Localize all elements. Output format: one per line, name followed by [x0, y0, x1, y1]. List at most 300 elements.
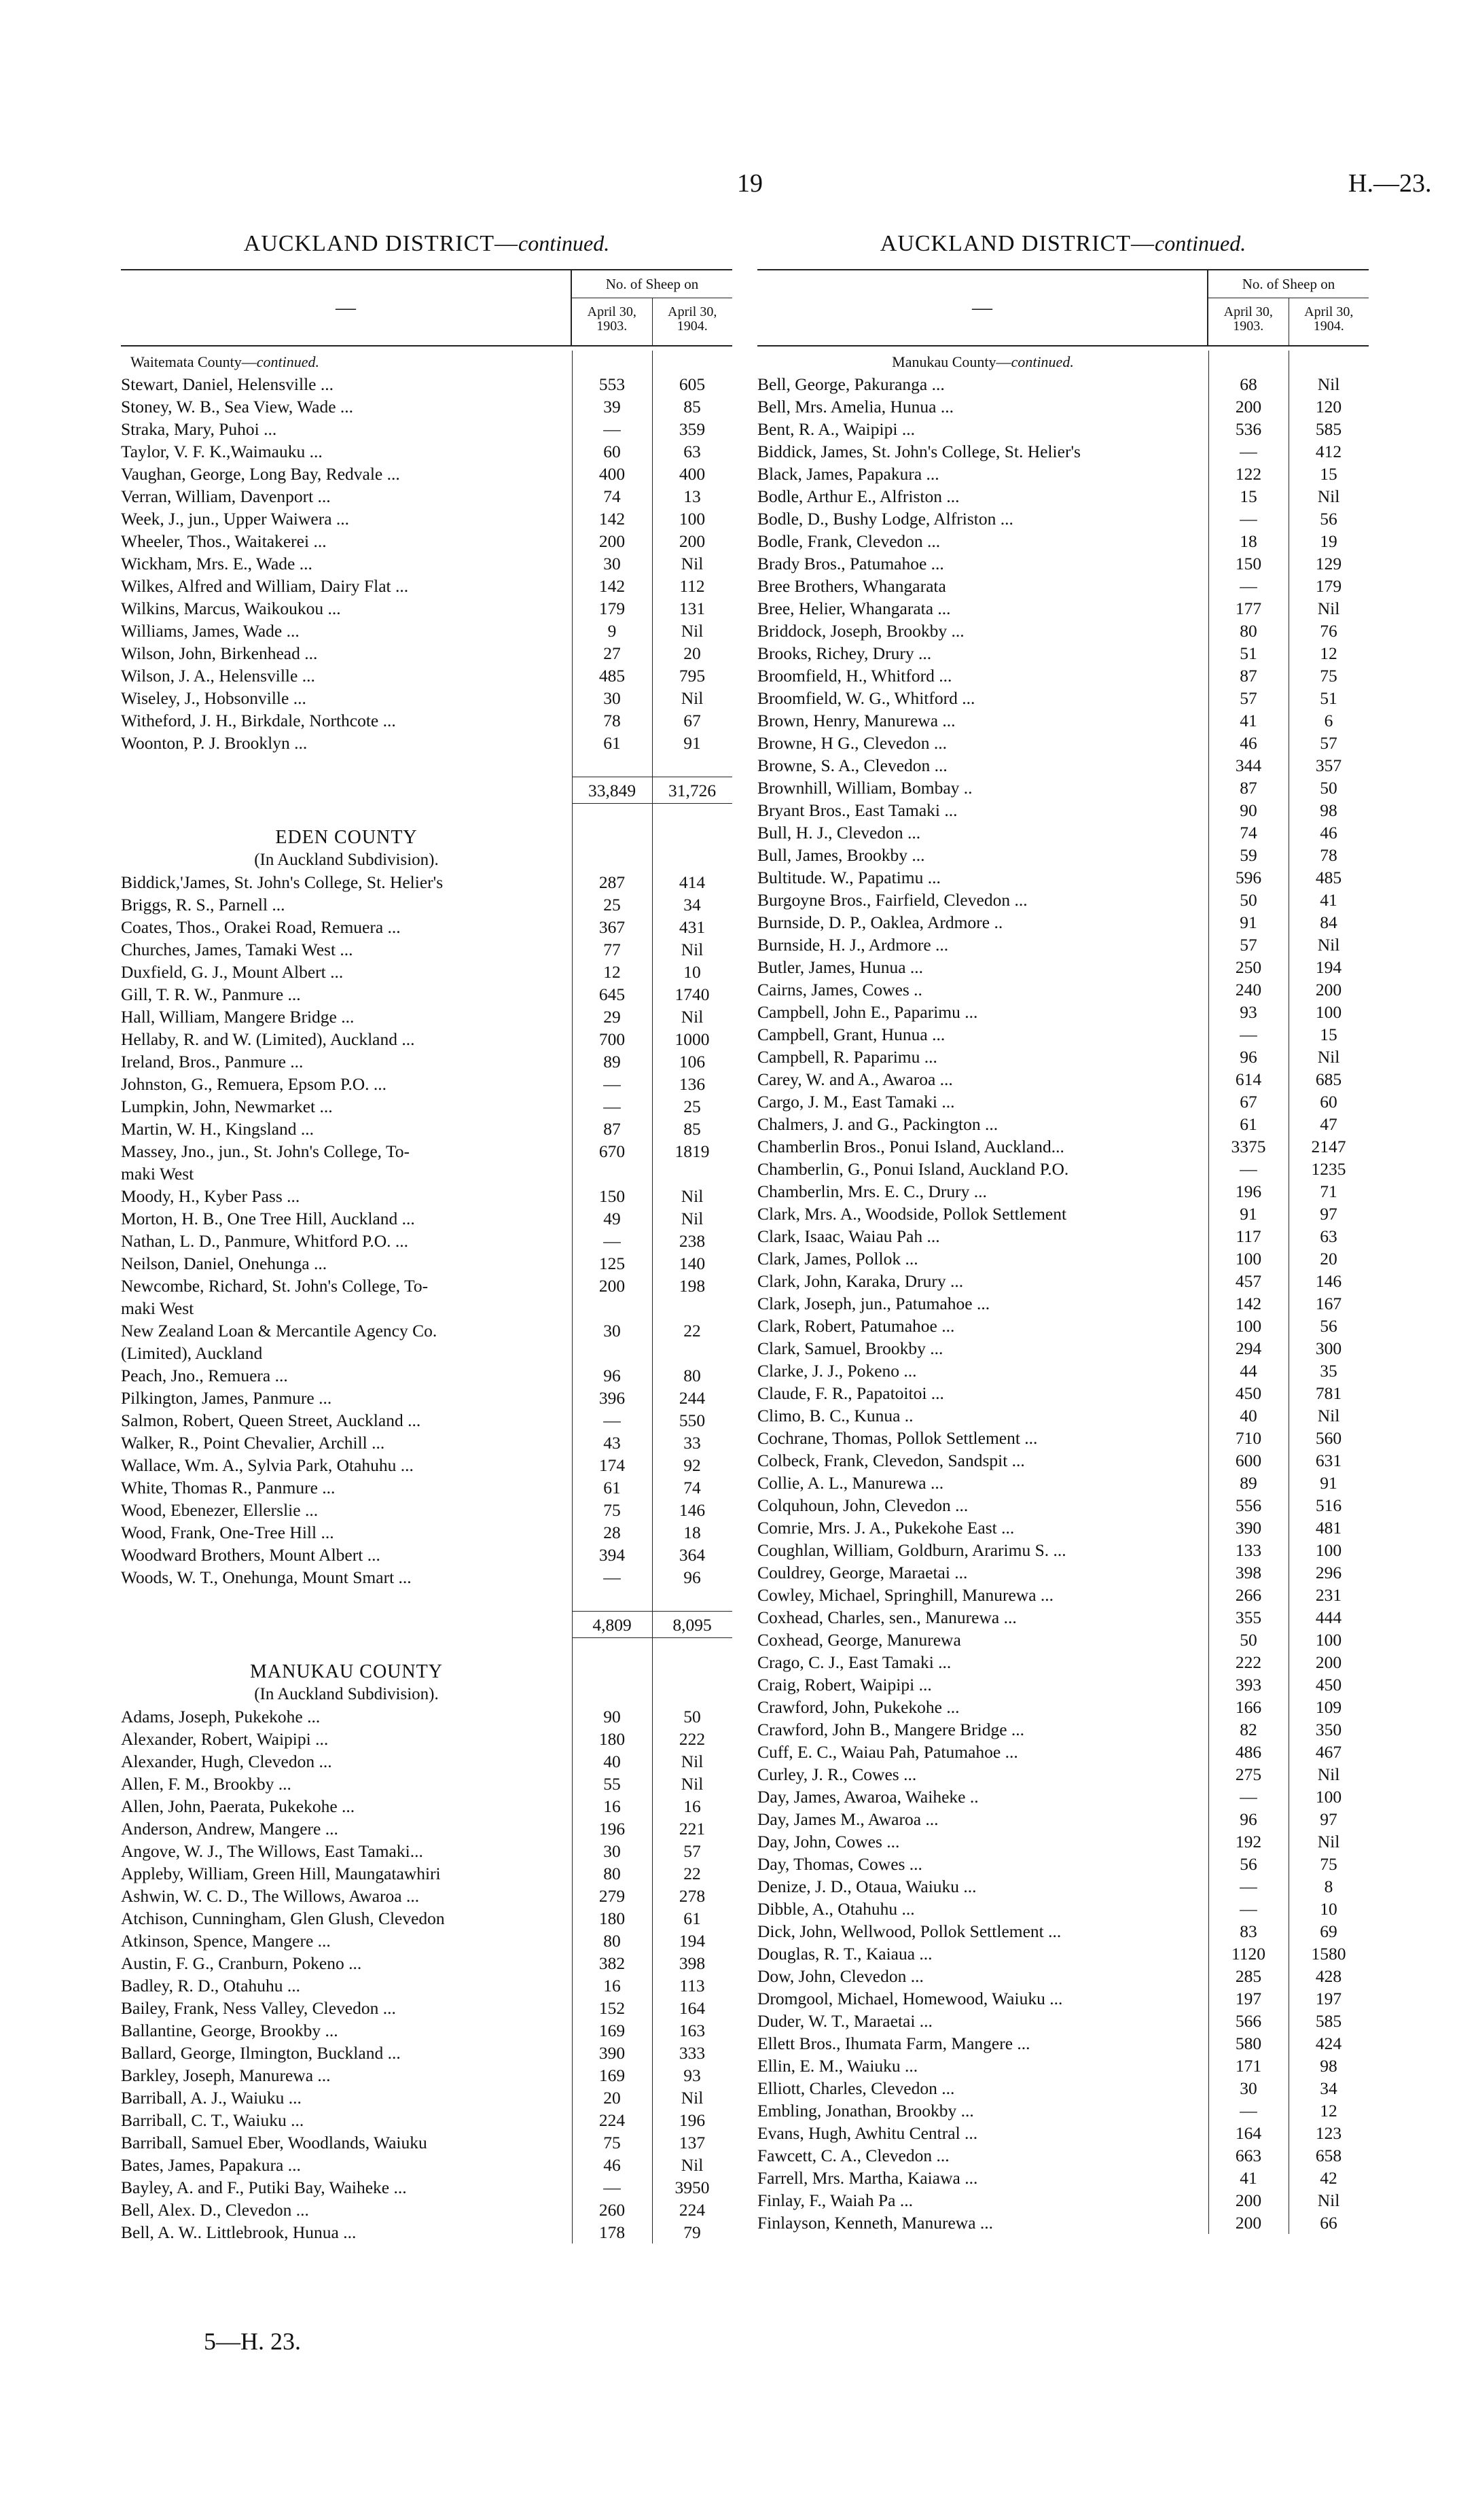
sheep-1903: —	[1240, 1899, 1257, 1919]
right-column	[757, 231, 1369, 2234]
table-row	[121, 575, 732, 597]
gap	[121, 754, 732, 777]
owner-name: Dromgool, Michael, Homewood, Waiuku ...	[757, 1989, 1063, 2008]
owner-name: Wilkes, Alfred and William, Dairy Flat ...	[121, 576, 409, 596]
table-row	[757, 1023, 1369, 1046]
sheep-1903: 27	[603, 643, 621, 663]
document-reference: H.—23.	[1348, 169, 1432, 198]
table-row	[121, 2109, 732, 2131]
sheep-1904: 50	[683, 1707, 701, 1726]
sheep-1904: 359	[679, 419, 706, 439]
owner-name: Clark, John, Karaka, Drury ...	[757, 1271, 964, 1291]
table-row	[757, 664, 1369, 687]
sheep-1904: 198	[679, 1276, 706, 1296]
table-row	[121, 664, 732, 687]
gap	[121, 804, 732, 826]
owner-name: Dibble, A., Otahuhu ...	[757, 1899, 915, 1919]
sheep-1903: 400	[598, 464, 626, 484]
owner-name: Cargo, J. M., East Tamaki ...	[757, 1092, 955, 1112]
sheep-1904: 231	[1315, 1585, 1342, 1605]
table-row	[757, 2077, 1369, 2099]
table-row	[121, 2154, 732, 2176]
sheep-1903: —	[603, 1567, 621, 1587]
sheep-1903: 96	[1240, 1809, 1257, 1829]
sheep-1903: 74	[603, 486, 621, 506]
table-row	[121, 1364, 732, 1387]
table-row	[757, 1382, 1369, 1404]
owner-name: Barriball, A. J., Waiuku ...	[121, 2088, 302, 2108]
sheep-1904: 50	[1320, 778, 1337, 798]
table-row	[757, 1360, 1369, 1382]
table-row	[121, 1095, 732, 1118]
sheep-1904: 467	[1315, 1742, 1342, 1762]
sheep-1903: —	[603, 419, 621, 439]
table-row	[121, 1521, 732, 1544]
sheep-1903: 285	[1235, 1966, 1262, 1986]
sheep-1903: 9	[607, 621, 617, 641]
table-header	[121, 270, 732, 347]
owner-name: Denize, J. D., Otaua, Waiuku ...	[757, 1877, 977, 1896]
table-row	[121, 1207, 732, 1230]
sheep-1903: 87	[1240, 778, 1257, 798]
table-row	[757, 866, 1369, 889]
sheep-1904: 450	[1315, 1675, 1342, 1694]
sheep-1904: Nil	[681, 940, 704, 959]
sheep-1903: 30	[1240, 2078, 1257, 2098]
sheep-1904: 560	[1315, 1428, 1342, 1448]
table-row	[757, 1673, 1369, 1696]
sheep-1903: 12	[603, 962, 621, 982]
sheep-1903: 150	[598, 1186, 626, 1206]
sheep-1904: 22	[683, 1321, 701, 1341]
table-row	[757, 934, 1369, 956]
sheep-1903: 367	[598, 917, 626, 937]
sheep-1904: 658	[1315, 2146, 1342, 2165]
sheep-1904: 100	[1315, 1540, 1342, 1560]
sheep-1904: 79	[683, 2222, 701, 2242]
sheep-1903: 87	[1240, 666, 1257, 686]
table-row	[757, 1135, 1369, 1158]
owner-name: Embling, Jonathan, Brookby ...	[757, 2101, 974, 2120]
continued-label: continued.	[1011, 353, 1074, 370]
owner-name: Atchison, Cunningham, Glen Glush, Clevedon	[121, 1909, 445, 1928]
owner-name: Coughlan, William, Goldburn, Ararimu S. ...	[757, 1540, 1066, 1560]
owner-name: Cowley, Michael, Springhill, Manurewa ...	[757, 1585, 1054, 1605]
sheep-1904: 224	[679, 2200, 706, 2220]
sheep-1903: 700	[598, 1029, 626, 1049]
owner-name: Moody, H., Kyber Pass ...	[121, 1186, 300, 1206]
sheep-1903: 169	[598, 2021, 626, 2040]
owner-name: New Zealand Loan & Mercantile Agency Co.	[121, 1321, 437, 1341]
sheep-1904: 67	[683, 711, 701, 730]
table-row	[121, 1840, 732, 1862]
table-row	[757, 395, 1369, 418]
sheep-1903: —	[1240, 442, 1257, 461]
owner-name: Biddick,'James, St. John's College, St. Helier's	[121, 872, 444, 892]
sheep-1903: 41	[1240, 2168, 1257, 2188]
owner-name: Massey, Jno., jun., St. John's College, To-	[121, 1141, 410, 1161]
owner-name: Wallace, Wm. A., Sylvia Park, Otahuhu ...	[121, 1455, 414, 1475]
table-row	[757, 1472, 1369, 1494]
sheep-1903: 51	[1240, 643, 1257, 663]
sheep-1904: 244	[679, 1388, 706, 1408]
sheep-1903: 30	[603, 1321, 621, 1341]
sheep-1903: 169	[598, 2065, 626, 2085]
sheep-1904: 10	[683, 962, 701, 982]
county-heading: EDEN COUNTY	[275, 827, 418, 848]
sheep-1903: 614	[1235, 1069, 1262, 1089]
owner-name: Clark, Joseph, jun., Patumahoe ...	[757, 1294, 990, 1313]
table-row	[757, 2010, 1369, 2032]
owner-name: Coxhead, George, Manurewa	[757, 1630, 961, 1650]
table-row	[121, 2199, 732, 2221]
sheep-1903: 485	[598, 666, 626, 686]
table-row	[757, 1696, 1369, 1718]
owner-name: Atkinson, Spence, Mangere ...	[121, 1931, 331, 1951]
table-row	[757, 821, 1369, 844]
owner-name: Finlayson, Kenneth, Manurewa ...	[757, 2213, 994, 2233]
owner-name: Anderson, Andrew, Mangere ...	[121, 1819, 338, 1839]
sheep-1904: 238	[679, 1231, 706, 1251]
table-row	[757, 1786, 1369, 1808]
total-1903: 4,809	[572, 1611, 652, 1638]
sheep-1904: 131	[679, 599, 706, 618]
owner-name: Broomfield, W. G., Whitford ...	[757, 688, 975, 708]
owner-name: Wilson, J. A., Helensville ...	[121, 666, 315, 686]
sheep-1904: 300	[1315, 1338, 1342, 1358]
gap	[121, 1589, 732, 1611]
table-row	[121, 2042, 732, 2064]
sheep-1904: 278	[679, 1886, 706, 1906]
table-row	[121, 2064, 732, 2087]
table-row	[757, 1292, 1369, 1315]
owner-name: Burgoyne Bros., Fairfield, Clevedon ...	[757, 890, 1028, 910]
table-row	[757, 777, 1369, 799]
sheep-1904: Nil	[1317, 935, 1340, 955]
owner-name: Day, John, Cowes ...	[757, 1832, 900, 1851]
sheep-1904: Nil	[1317, 2190, 1340, 2210]
sheep-1903: 89	[603, 1052, 621, 1071]
header-1903: April 30, 1903.	[587, 304, 636, 334]
owner-name: Carey, W. and A., Awaroa ...	[757, 1069, 953, 1089]
owner-name: maki West	[121, 1164, 194, 1184]
sheep-1903: 196	[598, 1819, 626, 1839]
owner-name: Verran, William, Davenport ...	[121, 486, 331, 506]
owner-name: Wickham, Mrs. E., Wade ...	[121, 554, 312, 573]
sheep-1904: 35	[1320, 1361, 1337, 1381]
owner-name: Witheford, J. H., Birkdale, Northcote ...	[121, 711, 396, 730]
sheep-1904: 80	[683, 1366, 701, 1385]
owner-name: Allen, F. M., Brookby ...	[121, 1774, 291, 1794]
total-1904: 8,095	[652, 1611, 732, 1638]
sheep-1903: 30	[603, 688, 621, 708]
table-row	[757, 463, 1369, 485]
owner-name: Bell, Alex. D., Clevedon ...	[121, 2200, 309, 2220]
county-heading: MANUKAU COUNTY	[250, 1661, 443, 1682]
sheep-1904: 71	[1320, 1182, 1337, 1201]
sheep-1903: 75	[603, 2133, 621, 2152]
sheep-1903: 89	[1240, 1473, 1257, 1493]
table-row	[121, 1230, 732, 1252]
sheep-1904: 12	[1320, 643, 1337, 663]
table-row	[757, 1427, 1369, 1449]
owner-name: Campbell, R. Paparimu ...	[757, 1047, 937, 1067]
table-row	[757, 1158, 1369, 1180]
sheep-1903: 61	[603, 733, 621, 753]
table-row	[757, 1830, 1369, 1853]
owner-name: Briddock, Joseph, Brookby ...	[757, 621, 965, 641]
table-row	[121, 440, 732, 463]
table-row	[757, 1898, 1369, 1920]
header-sheep-group: No. of Sheep on	[1208, 270, 1369, 298]
sheep-1903: 222	[1235, 1652, 1262, 1672]
sheep-1903: 197	[1235, 1989, 1262, 2008]
county-subheading	[757, 351, 1208, 373]
sheep-1904: Nil	[681, 1752, 704, 1771]
sheep-1903: 275	[1235, 1764, 1262, 1784]
table-row	[757, 1629, 1369, 1651]
sheep-1904: 221	[679, 1819, 706, 1839]
sheep-1904: 194	[1315, 957, 1342, 977]
sheep-1904: 85	[683, 1119, 701, 1139]
table-row	[121, 1952, 732, 1974]
owner-name: Stewart, Daniel, Helensville ...	[121, 374, 334, 394]
owner-name: Chalmers, J. and G., Packington ...	[757, 1114, 998, 1134]
county-subheading	[121, 351, 732, 373]
owner-name: Curley, J. R., Cowes ...	[757, 1764, 917, 1784]
sheep-1904: 585	[1315, 2011, 1342, 2031]
sheep-1903: —	[1240, 2101, 1257, 2120]
table-row	[757, 844, 1369, 866]
sheep-1903: 180	[598, 1729, 626, 1749]
sheep-1903: 1120	[1231, 1944, 1266, 1964]
owner-name: Barkley, Joseph, Manurewa ...	[121, 2065, 331, 2085]
table-row	[121, 1773, 732, 1795]
sheep-1903: 90	[603, 1707, 621, 1726]
owner-name: Morton, H. B., One Tree Hill, Auckland ...	[121, 1209, 415, 1228]
owner-name: Bodle, Frank, Clevedon ...	[757, 531, 941, 551]
sheep-1904: 84	[1320, 912, 1337, 932]
sheep-1903: 40	[603, 1752, 621, 1771]
table-row	[757, 1270, 1369, 1292]
sheep-1904: 97	[1320, 1204, 1337, 1224]
sheep-1904: 1819	[674, 1141, 710, 1161]
sheep-1904: 146	[1315, 1271, 1342, 1291]
sheep-1904: 550	[679, 1410, 706, 1430]
owner-name: Taylor, V. F. K.,Waimauku ...	[121, 442, 323, 461]
table-row	[757, 978, 1369, 1001]
table-row	[757, 754, 1369, 777]
sheep-1904: Nil	[681, 1774, 704, 1794]
table-row	[121, 530, 732, 552]
sheep-1903: 28	[603, 1523, 621, 1542]
table-row	[757, 1090, 1369, 1113]
total-label-blank	[121, 1611, 572, 1638]
table-row	[121, 508, 732, 530]
sheep-1903: 150	[1235, 554, 1262, 573]
sheep-1903: 25	[603, 895, 621, 915]
table-row	[757, 418, 1369, 440]
sheep-1904: 333	[679, 2043, 706, 2063]
table-row	[757, 1875, 1369, 1898]
sheep-1904: 106	[679, 1052, 706, 1071]
owner-name: Ashwin, W. C. D., The Willows, Awaroa ...	[121, 1886, 420, 1906]
table-row	[757, 2212, 1369, 2234]
sheep-1904: 605	[679, 374, 706, 394]
sheep-1903: 394	[598, 1545, 626, 1565]
table-row	[757, 373, 1369, 395]
sheep-1904: 140	[679, 1254, 706, 1273]
sheep-1903: 74	[1240, 823, 1257, 842]
sheep-1904: 85	[683, 397, 701, 416]
owner-name: Evans, Hugh, Awhitu Central ...	[757, 2123, 978, 2143]
sheep-1904: 18	[683, 1523, 701, 1542]
owner-name: Clark, Isaac, Waiau Pah ...	[757, 1226, 940, 1246]
owner-name: Dick, John, Wellwood, Pollok Settlement ...	[757, 1921, 1062, 1941]
sheep-1904: 485	[1315, 868, 1342, 887]
owner-name: Wilkins, Marcus, Waikoukou ...	[121, 599, 341, 618]
sheep-1903: 57	[1240, 688, 1257, 708]
owner-name: Biddick, James, St. John's College, St. Helier's	[757, 442, 1081, 461]
total-row	[121, 777, 732, 804]
owner-name: Wood, Frank, One-Tree Hill ...	[121, 1523, 334, 1542]
owner-name: Day, James M., Awaroa ...	[757, 1809, 939, 1829]
sheep-1903: 382	[598, 1953, 626, 1973]
owner-name: Ellett Bros., Ihumata Farm, Mangere ...	[757, 2034, 1030, 2053]
sheep-1904: 781	[1315, 1383, 1342, 1403]
sheep-1904: 20	[683, 643, 701, 663]
table-row	[121, 1750, 732, 1773]
sheep-1903: 457	[1235, 1271, 1262, 1291]
owner-name: Week, J., jun., Upper Waiwera ...	[121, 509, 350, 529]
sheep-1904: 398	[679, 1953, 706, 1973]
sheep-1904: 98	[1320, 2056, 1337, 2076]
owner-name: Appleby, William, Green Hill, Maungatawhiri	[121, 1864, 441, 1883]
header-name-dash: —	[336, 296, 356, 319]
sheep-1904: 137	[679, 2133, 706, 2152]
table-row	[121, 938, 732, 961]
sheep-1904: 10	[1320, 1899, 1337, 1919]
sheep-1903: 40	[1240, 1406, 1257, 1425]
owner-name: Austin, F. G., Cranburn, Pokeno ...	[121, 1953, 362, 1973]
sheep-1903: 164	[1235, 2123, 1262, 2143]
sheep-1904: 51	[1320, 688, 1337, 708]
total-1903: 33,849	[572, 777, 652, 804]
table-row	[121, 1817, 732, 1840]
sheep-1903: 486	[1235, 1742, 1262, 1762]
sheep-1903: 44	[1240, 1361, 1257, 1381]
owner-name: Bull, H. J., Clevedon ...	[757, 823, 921, 842]
table-row	[121, 2176, 732, 2199]
sheep-1903: 59	[1240, 845, 1257, 865]
owner-name: Chamberlin, G., Ponui Island, Auckland P.O.	[757, 1159, 1069, 1179]
sheep-1904: Nil	[1317, 486, 1340, 506]
sheep-1904: Nil	[681, 1007, 704, 1027]
owner-name: Coxhead, Charles, sen., Manurewa ...	[757, 1608, 1017, 1627]
owner-name: Douglas, R. T., Kaiaua ...	[757, 1944, 933, 1964]
table-row	[757, 1987, 1369, 2010]
owner-name: Bent, R. A., Waipipi ...	[757, 419, 915, 439]
sheep-1904: 685	[1315, 1069, 1342, 1089]
table-row	[757, 1516, 1369, 1539]
sheep-1904: 163	[679, 2021, 706, 2040]
table-row	[757, 2189, 1369, 2212]
sheep-1904: 167	[1315, 1294, 1342, 1313]
table-row	[757, 1113, 1369, 1135]
sheep-1904: 78	[1320, 845, 1337, 865]
table-row	[121, 732, 732, 754]
sheep-1903: 75	[603, 1500, 621, 1520]
sheep-1903: 171	[1235, 2056, 1262, 2076]
sheep-1904: 350	[1315, 1720, 1342, 1739]
table-row	[121, 916, 732, 938]
owner-name: Broomfield, H., Whitford ...	[757, 666, 952, 686]
owner-name: Bryant Bros., East Tamaki ...	[757, 800, 958, 820]
sheep-1904: 56	[1320, 1316, 1337, 1336]
sheep-1904: 196	[679, 2110, 706, 2130]
table-row	[757, 889, 1369, 911]
owner-name: Chamberlin Bros., Ponui Island, Auckland...	[757, 1137, 1064, 1156]
sheep-1903: 78	[603, 711, 621, 730]
sheep-1904: 795	[679, 666, 706, 686]
owner-name: Lumpkin, John, Newmarket ...	[121, 1097, 333, 1116]
table-row	[121, 1728, 732, 1750]
sheep-1904: 100	[679, 509, 706, 529]
table-row	[757, 1247, 1369, 1270]
sheep-1903: 3375	[1231, 1137, 1266, 1156]
sheep-1903: 29	[603, 1007, 621, 1027]
table-row	[121, 1118, 732, 1140]
table-row	[757, 1763, 1369, 1786]
owner-name: Ireland, Bros., Panmure ...	[121, 1052, 304, 1071]
owner-name: Bull, James, Brookby ...	[757, 845, 925, 865]
sheep-1903	[572, 1163, 652, 1185]
sheep-1904: 75	[1320, 1854, 1337, 1874]
sheep-1904: 431	[679, 917, 706, 937]
sheep-1904	[652, 1297, 732, 1319]
owner-name: Clark, James, Pollok ...	[757, 1249, 918, 1268]
table-row	[757, 597, 1369, 620]
owner-name: Black, James, Papakura ...	[757, 464, 939, 484]
table-row	[757, 485, 1369, 508]
table-row	[757, 799, 1369, 821]
sheep-1904: 25	[683, 1097, 701, 1116]
owner-name: Martin, W. H., Kingsland ...	[121, 1119, 314, 1139]
table-row	[121, 687, 732, 709]
sheep-1903	[572, 1342, 652, 1364]
sheep-1903: —	[1240, 1159, 1257, 1179]
sheep-1903: 16	[603, 1796, 621, 1816]
table-row	[757, 2122, 1369, 2144]
table-row	[121, 1454, 732, 1476]
owner-name: Brooks, Richey, Drury ...	[757, 643, 932, 663]
owner-name: Coates, Thos., Orakei Road, Remuera ...	[121, 917, 401, 937]
sheep-1904: 516	[1315, 1495, 1342, 1515]
owner-name: Bree Brothers, Whangarata	[757, 576, 946, 596]
header-1904: April 30, 1904.	[1289, 298, 1369, 345]
table-row	[121, 2019, 732, 2042]
sheep-1903: 450	[1235, 1383, 1262, 1403]
owner-name: Browne, H G., Clevedon ...	[757, 733, 948, 753]
table-row	[757, 1494, 1369, 1516]
table-row	[121, 1185, 732, 1207]
table-row	[121, 1930, 732, 1952]
owner-name: Bodle, Arthur E., Alfriston ...	[757, 486, 960, 506]
owner-name: Wilson, John, Birkenhead ...	[121, 643, 318, 663]
owner-name: Crawford, John, Pukekohe ...	[757, 1697, 960, 1717]
sheep-1904: 200	[679, 531, 706, 551]
owner-name: Clark, Robert, Patumahoe ...	[757, 1316, 955, 1336]
